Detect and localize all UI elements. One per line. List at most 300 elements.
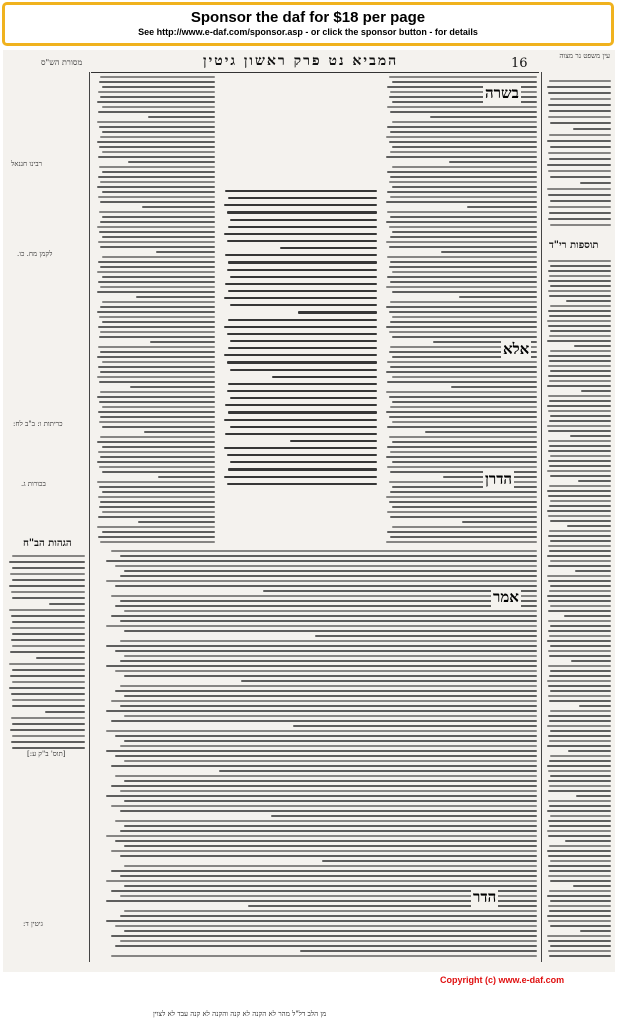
text-line xyxy=(99,486,215,488)
text-line xyxy=(548,450,611,452)
text-line xyxy=(9,561,85,563)
text-line xyxy=(387,126,537,128)
text-line xyxy=(128,161,215,163)
text-line xyxy=(392,271,537,273)
text-line xyxy=(100,246,215,248)
text-line xyxy=(99,421,215,423)
text-line xyxy=(142,206,215,208)
text-line xyxy=(224,354,377,356)
text-line xyxy=(568,750,611,752)
sponsor-banner[interactable] xyxy=(2,2,614,46)
text-line xyxy=(120,810,537,812)
text-line xyxy=(228,468,377,470)
text-line xyxy=(550,350,611,352)
text-line xyxy=(550,285,611,287)
text-line xyxy=(549,505,611,507)
text-line xyxy=(389,226,537,228)
text-line xyxy=(124,760,537,762)
text-line xyxy=(390,516,537,518)
text-line xyxy=(548,580,611,582)
text-line xyxy=(120,600,537,602)
side-note: לקמן מח. כו. xyxy=(17,250,53,258)
banner-subtitle[interactable]: See http://www.e-daf.com/sponsor.asp - or click the sponsor button - for details xyxy=(138,27,478,37)
text-line xyxy=(549,910,611,912)
text-line xyxy=(99,146,215,148)
text-line xyxy=(124,930,537,932)
text-line xyxy=(120,555,537,557)
text-line xyxy=(467,206,537,208)
text-line xyxy=(111,870,537,872)
text-line xyxy=(10,729,85,731)
text-line xyxy=(548,92,611,94)
text-line xyxy=(390,406,537,408)
text-line xyxy=(386,136,537,138)
text-line xyxy=(100,541,215,543)
text-line xyxy=(550,900,611,902)
text-line xyxy=(228,197,377,199)
text-line xyxy=(386,326,537,328)
text-line xyxy=(120,830,537,832)
text-line xyxy=(547,810,611,812)
text-line xyxy=(227,483,377,485)
text-line xyxy=(550,625,611,627)
text-line xyxy=(124,695,537,697)
text-line xyxy=(547,340,611,342)
text-line xyxy=(120,875,537,877)
text-line xyxy=(130,386,215,388)
text-line xyxy=(99,336,215,338)
text-line xyxy=(97,226,215,228)
text-line xyxy=(549,785,611,787)
text-line xyxy=(102,511,215,513)
text-line xyxy=(547,595,611,597)
text-line xyxy=(224,204,377,206)
text-line xyxy=(106,560,537,562)
page-number: 16 xyxy=(511,56,528,71)
text-line xyxy=(459,296,537,298)
text-line xyxy=(97,186,215,188)
text-line xyxy=(97,101,215,103)
text-line xyxy=(548,410,611,412)
text-line xyxy=(387,511,537,513)
text-line xyxy=(102,406,215,408)
text-line xyxy=(387,531,537,533)
text-line xyxy=(225,254,377,256)
text-line xyxy=(322,860,537,862)
text-line xyxy=(548,780,611,782)
side-note: כריתות ו: ב"ב לח: xyxy=(13,420,63,428)
text-line xyxy=(228,347,377,349)
text-line xyxy=(547,140,611,142)
text-line xyxy=(425,431,537,433)
text-line xyxy=(115,670,537,672)
text-line xyxy=(97,356,215,358)
text-line xyxy=(219,770,537,772)
text-line xyxy=(111,765,537,767)
text-line xyxy=(390,131,537,133)
text-line xyxy=(144,431,215,433)
text-line xyxy=(230,426,377,428)
text-line xyxy=(390,321,537,323)
text-line xyxy=(549,134,611,136)
text-line xyxy=(111,615,537,617)
text-line xyxy=(390,196,537,198)
text-line xyxy=(106,750,537,752)
text-line xyxy=(392,526,537,528)
text-line xyxy=(100,456,215,458)
text-line xyxy=(9,687,85,689)
text-line xyxy=(102,216,215,218)
text-line xyxy=(12,633,85,635)
text-line xyxy=(102,301,215,303)
text-line xyxy=(390,176,537,178)
text-line xyxy=(111,850,537,852)
text-line xyxy=(549,870,611,872)
text-line xyxy=(548,855,611,857)
text-line xyxy=(124,780,537,782)
text-line xyxy=(227,269,377,271)
text-line xyxy=(97,461,215,463)
text-line xyxy=(99,401,215,403)
text-line xyxy=(124,740,537,742)
text-line xyxy=(550,645,611,647)
text-line xyxy=(549,275,611,277)
text-line xyxy=(387,446,537,448)
text-line xyxy=(111,550,537,552)
text-line xyxy=(547,745,611,747)
text-line xyxy=(99,506,215,508)
text-line xyxy=(390,236,537,238)
text-line xyxy=(548,950,611,952)
text-line xyxy=(548,460,611,462)
text-line xyxy=(111,785,537,787)
text-line xyxy=(120,705,537,707)
text-line xyxy=(120,660,537,662)
text-line xyxy=(225,433,377,435)
text-line xyxy=(102,131,215,133)
text-line xyxy=(115,925,537,927)
text-line xyxy=(548,280,611,282)
text-line xyxy=(224,297,377,299)
text-line xyxy=(98,516,215,518)
text-line xyxy=(98,326,215,328)
text-line xyxy=(124,845,537,847)
text-line xyxy=(547,680,611,682)
text-line xyxy=(549,845,611,847)
text-line xyxy=(578,480,611,482)
text-line xyxy=(12,555,85,557)
dibbur-hamatchil: אמר xyxy=(493,588,519,606)
text-line xyxy=(100,416,215,418)
text-line xyxy=(389,181,537,183)
text-line xyxy=(389,311,537,313)
text-line xyxy=(120,640,537,642)
text-line xyxy=(386,541,537,543)
text-line xyxy=(549,295,611,297)
text-line xyxy=(548,170,611,172)
text-line xyxy=(462,521,537,523)
text-line xyxy=(547,725,611,727)
text-line xyxy=(550,176,611,178)
text-line xyxy=(547,935,611,937)
text-line xyxy=(124,610,537,612)
text-line xyxy=(547,320,611,322)
text-line xyxy=(298,311,377,313)
text-line xyxy=(12,699,85,701)
text-line xyxy=(387,426,537,428)
text-line xyxy=(228,319,377,321)
text-line xyxy=(390,536,537,538)
text-line xyxy=(548,545,611,547)
text-line xyxy=(102,426,215,428)
text-line xyxy=(564,615,611,617)
gemara-text xyxy=(219,190,377,490)
text-line xyxy=(392,336,537,338)
text-line xyxy=(581,390,611,392)
text-line xyxy=(120,745,537,747)
text-line xyxy=(548,790,611,792)
text-line xyxy=(12,735,85,737)
text-line xyxy=(224,233,377,235)
text-line xyxy=(98,241,215,243)
text-line xyxy=(580,930,611,932)
column-divider xyxy=(541,72,542,962)
text-line xyxy=(100,331,215,333)
text-line xyxy=(392,421,537,423)
text-line xyxy=(547,555,611,557)
text-line xyxy=(392,231,537,233)
text-line xyxy=(392,166,537,168)
text-line xyxy=(565,840,611,842)
text-line xyxy=(115,820,537,822)
text-line xyxy=(548,310,611,312)
text-line xyxy=(549,158,611,160)
text-line xyxy=(111,805,537,807)
text-line xyxy=(549,400,611,402)
text-line xyxy=(549,335,611,337)
text-line xyxy=(389,266,537,268)
text-line xyxy=(106,580,537,582)
text-line xyxy=(97,376,215,378)
text-line xyxy=(550,415,611,417)
text-line xyxy=(389,436,537,438)
text-line xyxy=(280,247,377,249)
text-line xyxy=(389,501,537,503)
tosafot-label: תוספות רי"ד xyxy=(549,240,599,251)
text-line xyxy=(387,211,537,213)
text-line xyxy=(548,515,611,517)
text-line xyxy=(241,680,537,682)
text-line xyxy=(548,116,611,118)
text-line xyxy=(549,635,611,637)
text-line xyxy=(549,955,611,957)
text-line xyxy=(12,579,85,581)
text-line xyxy=(392,121,537,123)
text-line xyxy=(115,690,537,692)
text-line xyxy=(12,747,85,749)
text-line xyxy=(548,355,611,357)
text-line xyxy=(550,475,611,477)
text-line xyxy=(230,219,377,221)
text-line xyxy=(98,111,215,113)
text-line xyxy=(293,725,537,727)
text-line xyxy=(124,675,537,677)
text-line xyxy=(548,600,611,602)
text-line xyxy=(97,311,215,313)
text-line xyxy=(98,536,215,538)
text-line xyxy=(549,465,611,467)
text-line xyxy=(102,471,215,473)
text-line xyxy=(387,276,537,278)
text-line xyxy=(115,840,537,842)
text-line xyxy=(99,381,215,383)
text-line xyxy=(547,188,611,190)
text-line xyxy=(12,669,85,671)
text-line xyxy=(99,126,215,128)
text-line xyxy=(100,371,215,373)
text-line xyxy=(98,261,215,263)
text-line xyxy=(156,251,215,253)
text-line xyxy=(102,446,215,448)
text-line xyxy=(227,240,377,242)
text-line xyxy=(550,755,611,757)
text-line xyxy=(225,404,377,406)
text-line xyxy=(547,830,611,832)
text-line xyxy=(99,231,215,233)
text-line xyxy=(573,128,612,130)
text-line xyxy=(580,182,611,184)
text-line xyxy=(449,161,537,163)
text-line xyxy=(99,81,215,83)
dibbur-hamatchil: אלא xyxy=(503,340,530,358)
text-line xyxy=(102,361,215,363)
text-line xyxy=(392,81,537,83)
copyright-notice[interactable]: Copyright (c) www.e-daf.com xyxy=(440,975,565,985)
text-line xyxy=(549,315,611,317)
text-line xyxy=(12,705,85,707)
text-line xyxy=(106,920,537,922)
text-line xyxy=(550,730,611,732)
text-line xyxy=(549,530,611,532)
text-line xyxy=(124,910,537,912)
text-line xyxy=(392,486,537,488)
text-line xyxy=(547,895,611,897)
text-line xyxy=(570,435,611,437)
text-line xyxy=(100,181,215,183)
text-line xyxy=(548,430,611,432)
text-line xyxy=(392,291,537,293)
text-line xyxy=(548,218,611,220)
text-line xyxy=(99,466,215,468)
text-line xyxy=(387,466,537,468)
text-line xyxy=(99,166,215,168)
text-line xyxy=(115,585,537,587)
text-line xyxy=(230,276,377,278)
text-line xyxy=(120,685,537,687)
text-line xyxy=(115,605,537,607)
header-left: מסורת הש"ס xyxy=(41,58,83,67)
text-line xyxy=(9,609,85,611)
text-line xyxy=(550,560,611,562)
text-line xyxy=(579,705,611,707)
text-line xyxy=(120,915,537,917)
text-line xyxy=(441,251,537,253)
text-line xyxy=(550,540,611,542)
text-line xyxy=(389,76,537,78)
text-line xyxy=(102,531,215,533)
text-line xyxy=(124,655,537,657)
text-line xyxy=(120,620,537,622)
text-line xyxy=(451,386,537,388)
text-line xyxy=(392,146,537,148)
text-line xyxy=(115,650,537,652)
text-line xyxy=(390,301,537,303)
text-line xyxy=(98,411,215,413)
text-line xyxy=(574,345,611,347)
text-line xyxy=(224,447,377,449)
text-line xyxy=(36,657,85,659)
text-line xyxy=(10,651,85,653)
text-line xyxy=(106,710,537,712)
text-line xyxy=(548,365,611,367)
text-line xyxy=(387,191,537,193)
text-line xyxy=(227,333,377,335)
text-line xyxy=(102,256,215,258)
text-line xyxy=(548,104,611,106)
text-line xyxy=(550,710,611,712)
text-line xyxy=(548,440,611,442)
text-line xyxy=(550,605,611,607)
text-line xyxy=(548,800,611,802)
text-line xyxy=(227,361,377,363)
text-line xyxy=(390,216,537,218)
text-line xyxy=(550,265,611,267)
text-line xyxy=(97,441,215,443)
text-line xyxy=(315,635,537,637)
text-line xyxy=(390,261,537,263)
text-line xyxy=(98,156,215,158)
text-line xyxy=(100,76,215,78)
text-line xyxy=(100,221,215,223)
text-line xyxy=(115,755,537,757)
ein-mishpat-text xyxy=(545,80,611,230)
text-line xyxy=(550,305,611,307)
text-line xyxy=(124,800,537,802)
text-line xyxy=(390,491,537,493)
text-line xyxy=(550,98,611,100)
text-line xyxy=(100,306,215,308)
text-line xyxy=(547,850,611,852)
text-line xyxy=(228,411,377,413)
text-line xyxy=(548,920,611,922)
text-line xyxy=(386,306,537,308)
side-note: [תוס' ב"ק ע:] xyxy=(27,750,66,758)
text-line xyxy=(430,116,537,118)
text-line xyxy=(98,176,215,178)
text-line xyxy=(390,111,537,113)
text-line xyxy=(102,106,215,108)
text-line xyxy=(550,520,611,522)
text-line xyxy=(228,261,377,263)
text-line xyxy=(549,380,611,382)
text-line xyxy=(99,316,215,318)
text-line xyxy=(386,156,537,158)
text-line xyxy=(100,266,215,268)
text-line xyxy=(290,440,377,442)
text-line xyxy=(386,456,537,458)
text-line xyxy=(550,945,611,947)
text-line xyxy=(272,376,377,378)
